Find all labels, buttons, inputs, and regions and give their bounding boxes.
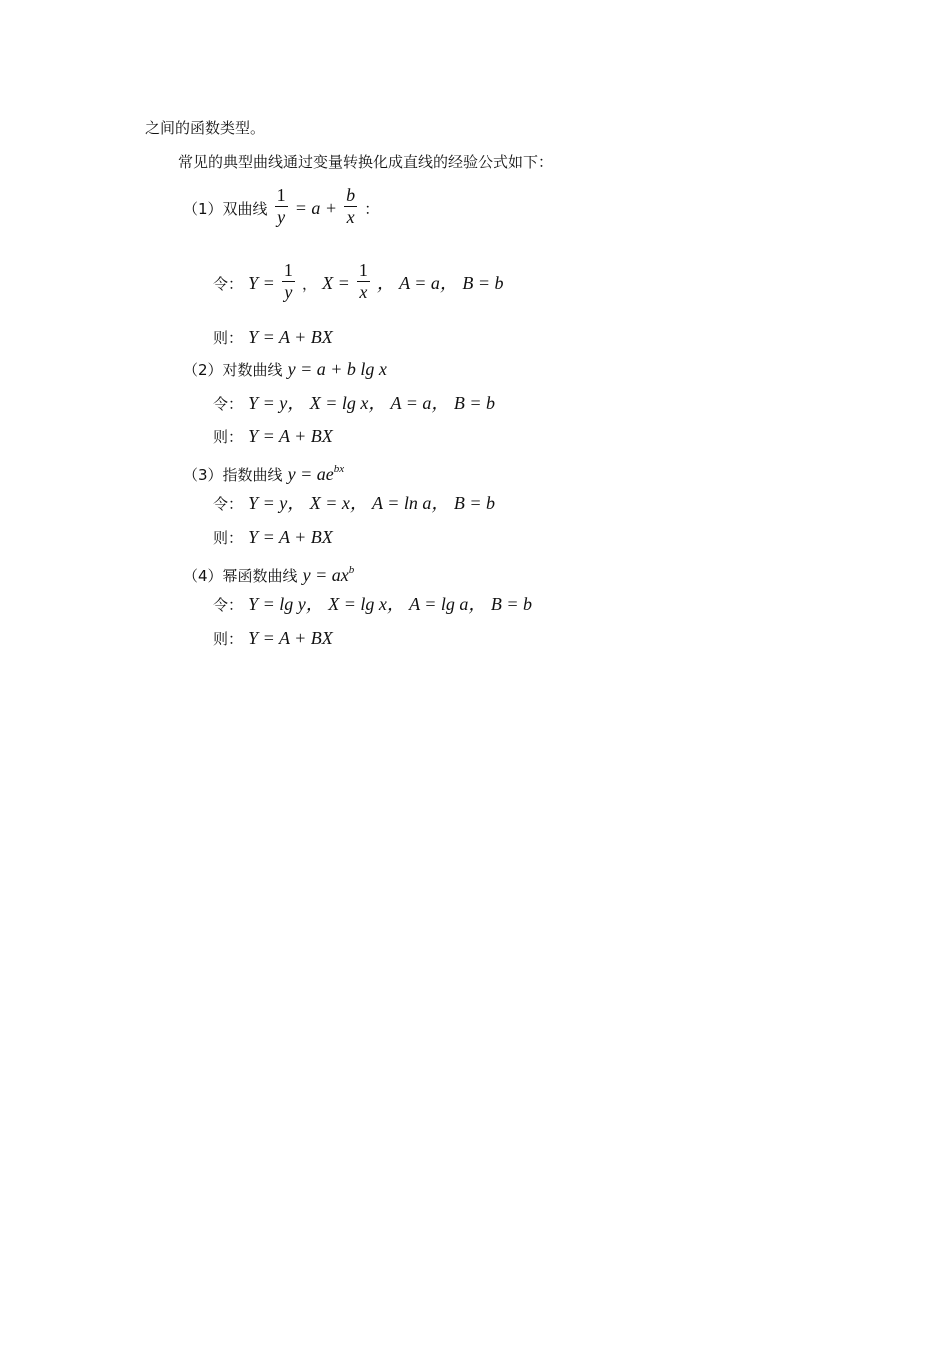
item4-label: （4）幂函数曲线: [183, 567, 298, 585]
item1-rhs-fraction: [344, 185, 357, 228]
item1-let-label: 令：: [213, 275, 244, 293]
item1-eq-end: ：: [364, 200, 380, 218]
item4-heading: [183, 560, 354, 586]
item1-let-line: [213, 260, 504, 306]
item3-eq-exponent: bx: [333, 463, 345, 475]
item3-then-line: [213, 527, 333, 548]
item1-then-eq: Y = A + BX: [248, 327, 333, 347]
item3-then-label: 则：: [213, 529, 244, 547]
item1-rhs-numerator: b: [346, 185, 356, 205]
item4-then-line: [213, 628, 333, 649]
item2-then-eq: Y = A + BX: [248, 426, 333, 446]
item4-let-eq: Y = lg y， X = lg x， A = lg a， B = b: [248, 594, 533, 614]
item1-let-Y: Y =: [248, 273, 275, 293]
item4-eq-base: y = ax: [302, 565, 349, 585]
item1-let-rest: ， A = a， B = b: [376, 273, 504, 293]
item4-then-label: 则：: [213, 630, 244, 648]
item1-let-Y-numerator: 1: [283, 260, 293, 280]
item2-let-eq: Y = y， X = lg x， A = a， B = b: [248, 393, 496, 413]
item1-let-sep: ，: [301, 275, 317, 293]
item1-lhs-fraction: [275, 185, 288, 228]
intro-line-1: 之间的函数类型。: [145, 119, 266, 137]
item1-rhs-denominator: x: [346, 207, 355, 227]
item2-let-label: 令：: [213, 395, 244, 413]
item4-then-eq: Y = A + BX: [248, 628, 333, 648]
item3-then-eq: Y = A + BX: [248, 527, 333, 547]
item1-let-Y-fraction: [282, 260, 295, 303]
item3-let-label: 令：: [213, 495, 244, 513]
item1-heading: [183, 185, 380, 231]
item1-then-label: 则：: [213, 329, 244, 347]
item1-eq-mid: = a +: [294, 198, 338, 218]
item2-eq: y = a + b lg x: [287, 359, 387, 379]
item2-label: （2）对数曲线: [183, 361, 283, 379]
intro-line-2: 常见的典型曲线通过变量转换化成直线的经验公式如下：: [178, 153, 554, 171]
item3-label: （3）指数曲线: [183, 466, 283, 484]
item3-let-line: [213, 493, 495, 514]
item4-eq-exponent: b: [348, 564, 355, 576]
item1-let-X-denominator: x: [359, 282, 368, 302]
item3-eq-base: y = ae: [287, 464, 334, 484]
item2-heading: [183, 359, 387, 380]
item2-then-line: [213, 426, 333, 447]
item1-then-line: [213, 327, 333, 348]
item1-let-X-numerator: 1: [358, 260, 368, 280]
item3-heading: [183, 459, 344, 485]
item3-let-eq: Y = y， X = x， A = ln a， B = b: [248, 493, 496, 513]
item1-let-Y-denominator: y: [284, 282, 293, 302]
item4-let-line: [213, 594, 532, 615]
item1-lhs-numerator: 1: [276, 185, 286, 205]
item1-lhs-denominator: y: [277, 207, 286, 227]
item2-then-label: 则：: [213, 428, 244, 446]
item1-let-X-fraction: [357, 260, 370, 303]
item2-let-line: [213, 393, 495, 414]
item4-let-label: 令：: [213, 596, 244, 614]
item1-let-X: X =: [322, 273, 350, 293]
item1-label: （1）双曲线: [183, 200, 268, 218]
